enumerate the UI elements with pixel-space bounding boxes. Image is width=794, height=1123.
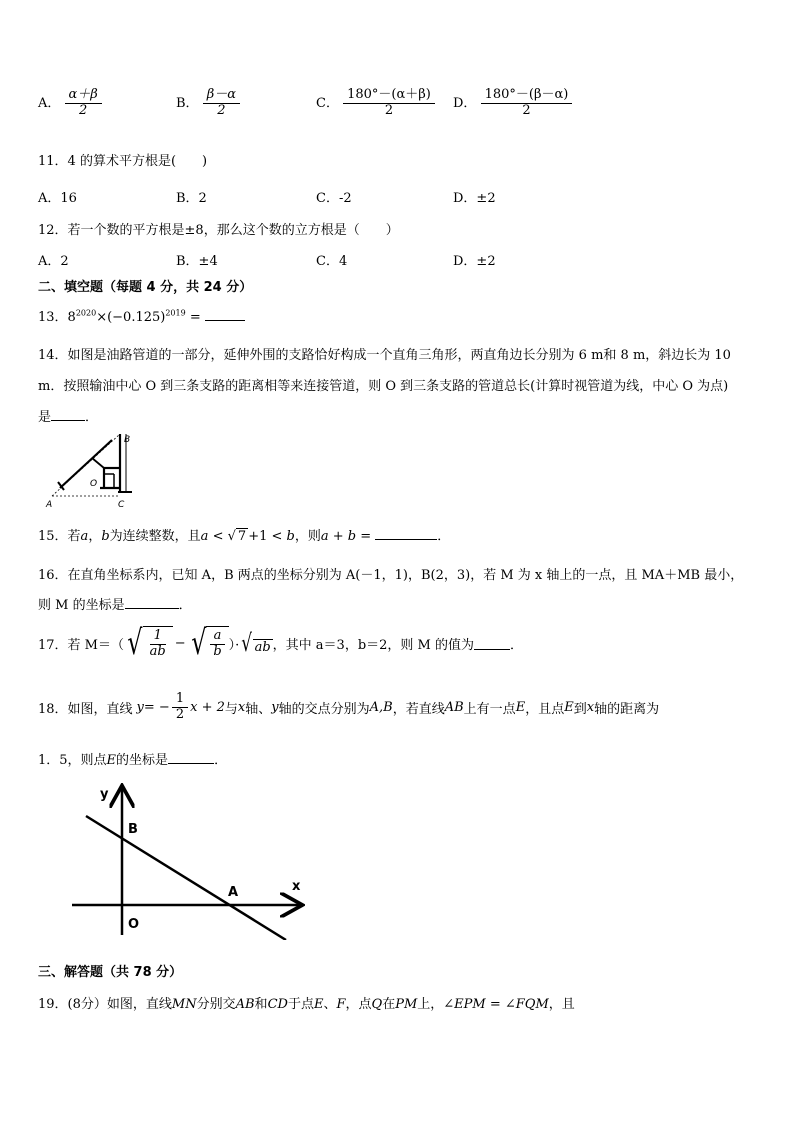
- answer-blank[interactable]: [51, 408, 85, 421]
- q10-option-d: D． $\frac{180^\circ-(\beta-\alpha)}{2}$: [453, 88, 572, 119]
- point-label-c: C: [118, 500, 125, 510]
- answer-blank[interactable]: [205, 308, 245, 321]
- answer-blank[interactable]: [125, 596, 179, 609]
- connector-pipe: [92, 458, 104, 468]
- q12-option-c: C．4: [316, 254, 348, 269]
- q15: 15．若a，b为连续整数，且a < √ 7 +1 < b，则a + b = ．: [38, 529, 451, 544]
- line-ab: [86, 816, 286, 940]
- q14-line-3: 是 ．: [38, 410, 99, 425]
- answer-blank[interactable]: [375, 527, 437, 540]
- fraction: $\frac{180^\circ-(\alpha+\beta)}{2}$: [343, 88, 435, 119]
- q11-stem: 11．4 的算术平方根是( ): [38, 154, 208, 169]
- answer-blank[interactable]: [168, 751, 214, 764]
- q14-line-1: 14．如图是油路管道的一部分，延伸外围的支路恰好构成一个直角三角形，两直角边长分别为 6 m和 8 m，斜边长为 10: [38, 348, 731, 363]
- q12-option-a: A．2: [38, 254, 69, 269]
- point-label-b: B: [124, 435, 131, 445]
- q16-line-1: 16．在直角坐标系内，已知 A，B 两点的坐标分别为 A(－1，1)，B(2，3)，若 M 为 x 轴上的一点，且 MA＋MB 最小，: [38, 568, 744, 583]
- q14-line-2: m．按照输油中心 O 到三条支路的距离相等来连接管道，则 O 到三条支路的管道总长(计算时视管道为线，中心 O 为点): [38, 379, 729, 394]
- q16-line-2: 则 M 的坐标是 ．: [38, 598, 192, 613]
- q11-option-d: D．±2: [453, 191, 496, 206]
- sqrt-fraction: √ $\frac{1}{ab}$: [124, 626, 173, 660]
- fraction: $\frac{\beta-\alpha}{2}$: [203, 88, 240, 119]
- fraction: $\frac{1}{2}$: [172, 692, 188, 723]
- q12-option-d: D．±2: [453, 254, 496, 269]
- axis-label-x: x: [292, 879, 301, 894]
- q10-option-a: A． $\frac{\alpha+\beta}{2}$: [38, 88, 102, 119]
- q11-option-c: C．-2: [316, 191, 352, 206]
- axis-label-y: y: [100, 787, 109, 802]
- point-label-o: O: [90, 479, 98, 489]
- fraction: $\frac{180^\circ-(\beta-\alpha)}{2}$: [481, 88, 573, 119]
- q12-stem: 12．若一个数的平方根是±8，那么这个数的立方根是（ ）: [38, 223, 399, 238]
- sqrt: √ ab: [241, 629, 271, 657]
- q11-option-a: A．16: [38, 191, 77, 206]
- section-title-fill-blank: 二、填空题（每题 4 分，共 24 分）: [38, 280, 253, 295]
- point-label-a: A: [46, 500, 53, 510]
- q14-pipeline-figure: [40, 430, 150, 512]
- sqrt-fraction: √ $\frac{a}{b}$: [188, 626, 229, 660]
- q18-coordinate-figure: [70, 780, 310, 940]
- section-title-solutions: 三、解答题（共 78 分）: [38, 965, 183, 980]
- point-label-b: B: [128, 822, 138, 837]
- q10-option-b: B． $\frac{\beta-\alpha}{2}$: [176, 88, 240, 119]
- q10-option-c: C． $\frac{180^\circ-(\alpha+\beta)}{2}$: [316, 88, 435, 119]
- q12-option-b: B．±4: [176, 254, 218, 269]
- origin-label: O: [128, 917, 140, 932]
- answer-blank[interactable]: [474, 637, 510, 650]
- q18-line-2: 1．5，则点E的坐标是 ．: [38, 753, 228, 768]
- q19-line-1: 19．(8分）如图，直线MN分别交AB和CD于点E、F，点Q在PM上，∠EPM = ∠FQM，且: [38, 997, 575, 1012]
- q17: 17．若 M＝（ √ $\frac{1}{ab}$ − √ $\frac{a}{b}$ ）· √ ab ，其中 a＝3，b＝2，则 M 的值为 ．: [38, 623, 524, 663]
- fraction: $\frac{\alpha+\beta}{2}$: [65, 88, 102, 119]
- point-label-a: A: [228, 885, 239, 900]
- q13: 13．$8^{2020}\times(-0.125)^{2019}$ =: [38, 306, 245, 325]
- q18-line-1: 18．如图，直线 y = − $\frac{1}{2}$ x + 2 与 x 轴、 y 轴的交点分别为 A,B ，若直线 AB 上有一点 E ，且点 E 到 x 轴的距离为: [38, 691, 660, 722]
- q11-option-b: B．2: [176, 191, 207, 206]
